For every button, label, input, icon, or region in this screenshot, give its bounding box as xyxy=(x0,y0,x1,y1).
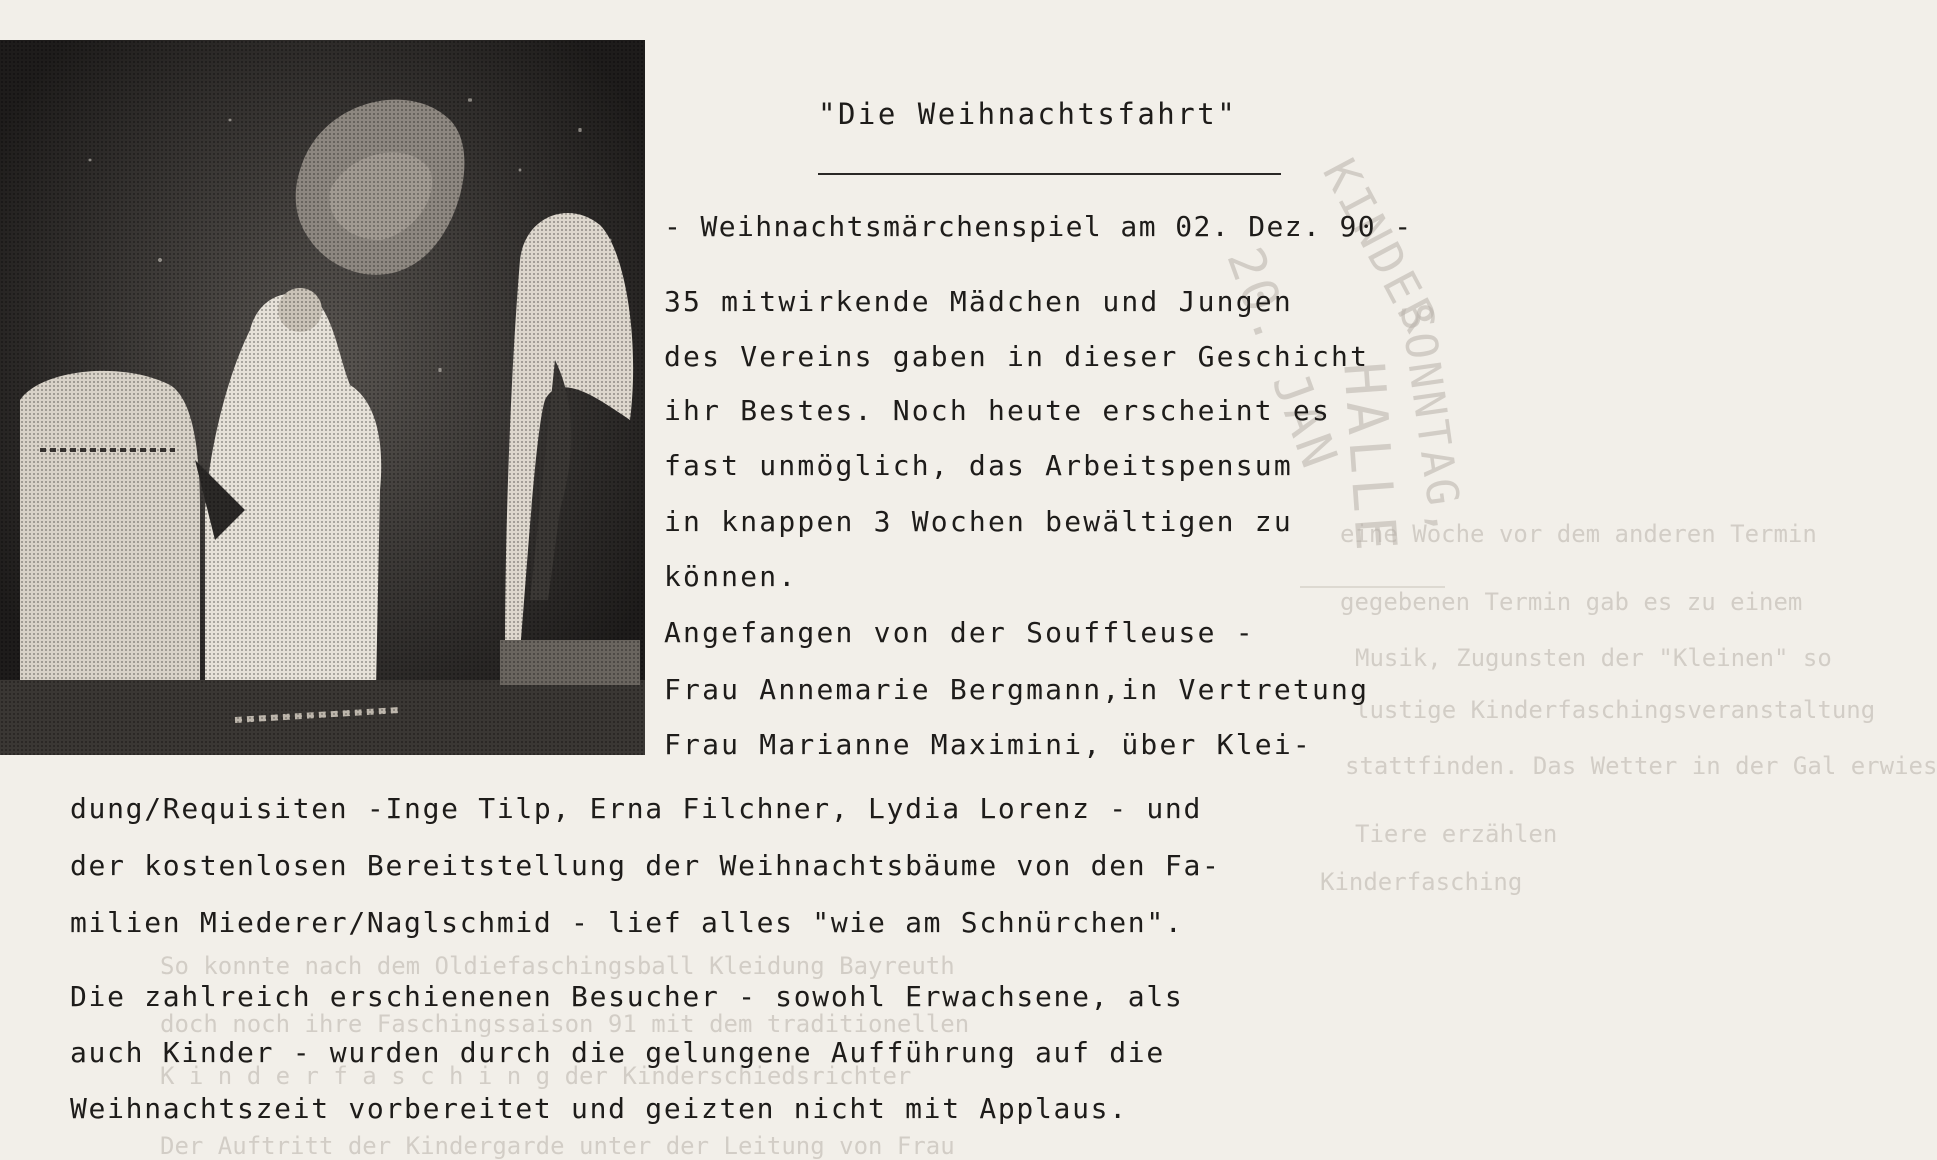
paragraph2-line: auch Kinder - wurden durch die gelungene Aufführung auf die xyxy=(70,1036,1165,1069)
paragraph1-line: des Vereins gaben in dieser Geschicht xyxy=(664,340,1370,373)
paragraph1-line: dung/Requisiten -Inge Tilp, Erna Filchner, Lydia Lorenz - und xyxy=(70,792,1203,825)
paragraph1-line: Frau Annemarie Bergmann,in Vertretung xyxy=(664,673,1370,706)
bleed-line: So konnte nach dem Oldiefaschingsball Kleidung Bayreuth xyxy=(160,952,955,980)
bleed-line: K i n d e r f a s c h i n g der Kinderschiedsrichter xyxy=(160,1062,912,1090)
title-underline xyxy=(818,173,1281,175)
paragraph1-line: fast unmöglich, das Arbeitspensum xyxy=(664,449,1293,482)
bleed-line: Musik, Zugunsten der "Kleinen" so xyxy=(1355,644,1832,672)
paragraph2-line: Weihnachtszeit vorbereitet und geizten nicht mit Applaus. xyxy=(70,1092,1128,1125)
paragraph1-line: Frau Marianne Maximini, über Klei- xyxy=(664,728,1312,761)
paragraph1-line: 35 mitwirkende Mädchen und Jungen xyxy=(664,285,1293,318)
article-title: "Die Weihnachtsfahrt" xyxy=(818,97,1238,131)
bleed-line: doch noch ihre Faschingssaison 91 mit dem traditionellen xyxy=(160,1010,970,1038)
bleed-box xyxy=(1300,560,1445,588)
bleed-stamp-kinder: KINDER xyxy=(1312,150,1450,344)
article-subtitle: - Weihnachtsmärchenspiel am 02. Dez. 90 - xyxy=(664,210,1413,243)
bleed-line: eine Woche vor dem anderen Termin xyxy=(1340,520,1817,548)
bleed-stamp-halle: HALLE xyxy=(1330,360,1409,558)
bleed-line: Der Auftritt der Kindergarde unter der Leitung von Frau xyxy=(160,1132,955,1160)
bleed-line: Tiere erzählen xyxy=(1355,820,1558,848)
bleed-line: stattfinden. Das Wetter in der Gal erwies xyxy=(1345,752,1937,780)
paragraph2-line: Die zahlreich erschienenen Besucher - sowohl Erwachsene, als xyxy=(70,980,1184,1013)
bleed-line: gegebenen Termin gab es zu einem xyxy=(1340,588,1803,616)
paragraph1-line: Angefangen von der Souffleuse - xyxy=(664,616,1255,649)
paragraph1-line: in knappen 3 Wochen bewältigen zu xyxy=(664,505,1293,538)
bleed-line: lustige Kinderfaschingsveranstaltung xyxy=(1355,696,1876,724)
bleed-stamp-date: 20. JAN xyxy=(1215,240,1350,478)
bleed-line: Kinderfasching xyxy=(1320,868,1523,896)
paragraph1-line: ihr Bestes. Noch heute erscheint es xyxy=(664,394,1332,427)
bleed-stamp-sonntag: SONNTAG, xyxy=(1389,300,1473,541)
stage-photo xyxy=(0,40,645,755)
paragraph1-line: können. xyxy=(664,560,798,593)
paragraph1-line: milien Miederer/Naglschmid - lief alles "wie am Schnürchen". xyxy=(70,906,1184,939)
paragraph1-line: der kostenlosen Bereitstellung der Weihnachtsbäume von den Fa- xyxy=(70,849,1221,882)
stage-photo-image xyxy=(0,40,645,755)
